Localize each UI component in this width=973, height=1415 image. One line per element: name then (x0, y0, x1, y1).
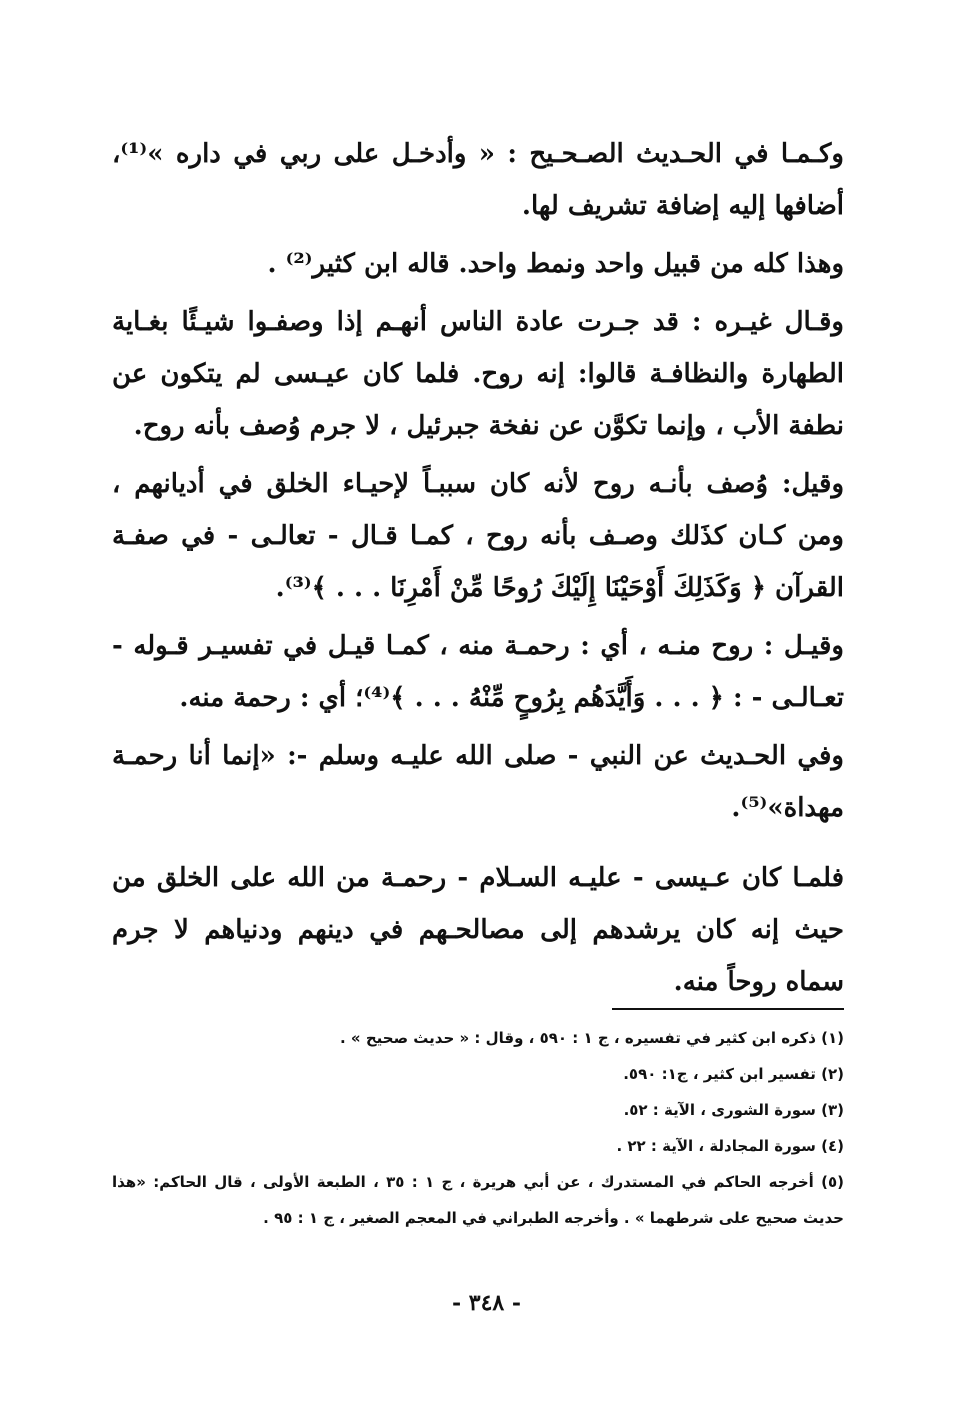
footnotes (112, 1020, 844, 1236)
paragraph-3: وقـال غيـره : قد جـرت عادة الناس أنهـم إذا وصفـوا شيـئًا بغـاية الطهارة والنظافـة قالوا: إنه روح. فلما كان عيـسى لم يتكون عن نطفة الأب ، وإنما تكوَّن عن نفخة جبرئيل ، لا جرم وُصف بأنه روح. (112, 307, 844, 441)
paragraph-7: فلمـا كان عـيسى - عليـه السـلام - رحمـة من الله على الخلق من حيث إنه كان يرشدهم إلى مصالحـهم في دينهم ودنياهم لا جرم سماه روحاً منه. (112, 863, 844, 997)
paragraph-6: وفي الحـديث عن النبي - صلى الله عليـه وسلم -: «إنما أنا رحمـة مهداة»⁽⁵⁾. (112, 741, 844, 823)
footnote-2: (٢) تفسير ابن كثير ، ج١: ٥٩٠. (623, 1065, 844, 1083)
footnote-1: (١) ذكره ابن كثير في تفسيره ، ج ١ : ٥٩٠ ، وقال : « حديث صحيح » . (340, 1029, 844, 1047)
footnote-4: (٤) سورة المجادلة ، الآية : ٢٢ . (616, 1137, 844, 1155)
page-number: - ٣٤٨ - (451, 1290, 522, 1316)
paragraph-4: وقيل: وُصف بأنـه روح لأنه كان سببـاً لإحيـاء الخلق في أديانهم ، ومن كـان كذَلك وصـف بأنه روح ، كمـا قـال - تعالـى - في صفـة القرآن ﴿ وَكَذَلِكَ أَوْحَيْنَا إِلَيْكَ رُوحًا مِّنْ أَمْرِنَا . . . ﴾⁽³⁾. (112, 469, 844, 603)
main-text (112, 128, 844, 1014)
footnote-3: (٣) سورة الشورى ، الآية : ٥٢. (623, 1101, 844, 1119)
paragraph-5: وقيـل : روح منـه ، أي : رحمـة منه ، كمـا قيـل في تفسيـر قـوله - تعـالـى - : ﴿ . . . وَأَيَّدَهُم بِرُوحٍ مِّنْهُ . . . ﴾⁽⁴⁾؛ أي : رحمة منه. (112, 631, 844, 713)
footnote-separator (612, 1008, 844, 1010)
paragraph-2: وهذا كله من قبيل واحد ونمط واحد. قاله ابن كثير⁽²⁾ . (267, 249, 844, 279)
footnote-5: (٥) أخرجه الحاكم في المستدرك ، عن أبي هريرة ، ج ١ : ٣٥ ، الطبعة الأولى ، قال الحاكم: «هذا حديث صحيح على شرطهما » . وأخرجه الطبراني في المعجم الصغير ، ج ١ : ٩٥ . (112, 1173, 844, 1227)
paragraph-1: وكـمـا في الحـديث الصـحـيح : « وأدخـل على ربي في داره »⁽¹⁾، أضافها إليه إضافة تشريف لها. (112, 139, 844, 221)
